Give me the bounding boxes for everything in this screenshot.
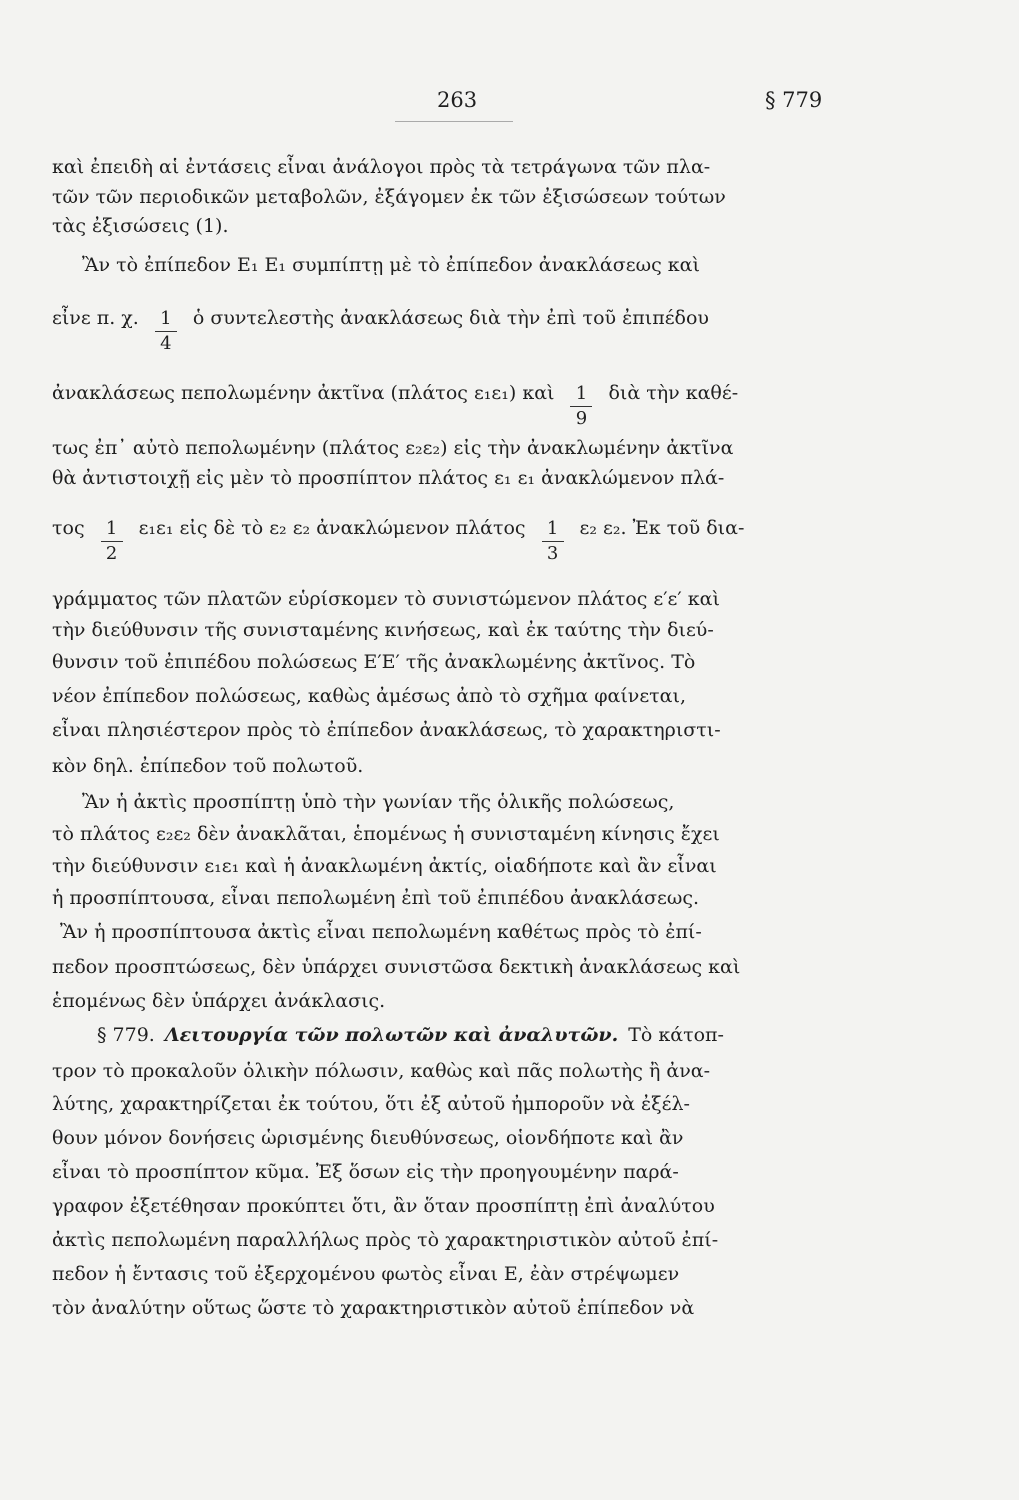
text-line: θυνσιν τοῦ ἐπιπέδου πολώσεως E′E′ τῆς ἀνακλωμένης ἀκτῖνος. Τὸ — [52, 651, 696, 673]
section-reference: § 779 — [765, 88, 823, 112]
text-line: εἶναι τὸ προσπίπτον κῦμα. Ἐξ ὅσων εἰς τὴν προηγουμένην παρά- — [52, 1161, 679, 1183]
text-line: τὴν διεύθυνσιν τῆς συνισταμένης κινήσεως, καὶ ἐκ ταύτης τὴν διεύ- — [52, 619, 714, 641]
text-line: θουν μόνον δονήσεις ὡρισμένης διευθύνσεως, οἱονδήποτε καὶ ἂν — [52, 1127, 684, 1149]
text-line: λύτης, χαρακτηρίζεται ἐκ τούτου, ὅτι ἐξ αὐτοῦ ἠμποροῦν νὰ ἐξέλ- — [52, 1093, 690, 1115]
text-line: τὰς ἐξισώσεις (1). — [52, 215, 229, 237]
section-title: Λειτουργία τῶν πολωτῶν καὶ ἀναλυτῶν. — [164, 1024, 619, 1046]
text-line: τως ἐπ᾽ αὐτὸ πεπολωμένην (πλάτος ε₂ε₂) εἰς τὴν ἀνακλωμένην ἀκτῖνα — [52, 437, 734, 459]
text-line: τὴν διεύθυνσιν ε₁ε₁ καὶ ἡ ἀνακλωμένη ἀκτίς, οἱαδήποτε καὶ ἂν εἶναι — [52, 855, 717, 877]
text-line: καὶ ἐπειδὴ αἱ ἐντάσεις εἶναι ἀνάλογοι πρὸς τὰ τετράγωνα τῶν πλα- — [52, 156, 711, 178]
header-rule — [395, 121, 513, 122]
text-line: πεδον ἡ ἔντασις τοῦ ἐξερχομένου φωτὸς εἶναι E, ἐὰν στρέψωμεν — [52, 1263, 680, 1285]
text-line: γραφον ἐξετέθησαν προκύπτει ὅτι, ἂν ὅταν προσπίπτῃ ἐπὶ ἀναλύτου — [52, 1195, 715, 1217]
fraction: $\frac{1}{2}$ — [101, 519, 123, 564]
text-line: Ἂν τὸ ἐπίπεδον E₁ E₁ συμπίπτῃ μὲ τὸ ἐπίπεδον ἀνακλάσεως καὶ — [82, 254, 700, 276]
text-line: τῶν τῶν περιοδικῶν μεταβολῶν, ἐξάγομεν ἐκ τῶν ἐξισώσεων τούτων — [52, 186, 726, 208]
text-line: ἑπομένως δὲν ὑπάρχει ἀνάκλασις. — [52, 990, 386, 1012]
section-number: § 779. — [97, 1024, 155, 1046]
text-line: τρον τὸ προκαλοῦν ὁλικὴν πόλωσιν, καθὼς καὶ πᾶς πολωτὴς ἢ ἀνα- — [52, 1060, 711, 1082]
text-line: Ἂν ἡ ἀκτὶς προσπίπτῃ ὑπὸ τὴν γωνίαν τῆς ὁλικῆς πολώσεως, — [82, 791, 675, 813]
text-line-with-fraction: τος $\frac{1}{2}$ ε₁ε₁ εἰς δὲ τὸ ε₂ ε₂ ἀνακλώμενον πλάτος $\frac{1}{3}$ ε₂ ε₂. Ἐκ τοῦ δια- — [52, 517, 745, 564]
fraction: $\frac{1}{3}$ — [542, 519, 564, 564]
text-line: τὸν ἀναλύτην οὕτως ὥστε τὸ χαρακτηριστικὸν αὐτοῦ ἐπίπεδον νὰ — [52, 1297, 695, 1319]
text-line: θὰ ἀντιστοιχῇ εἰς μὲν τὸ προσπίπτον πλάτος ε₁ ε₁ ἀνακλώμενον πλά- — [52, 467, 725, 489]
text-line-with-fraction: ἀνακλάσεως πεπολωμένην ἀκτῖνα (πλάτος ε₁ε₁) καὶ $\frac{1}{9}$ διὰ τὴν καθέ- — [52, 382, 739, 429]
fraction: $\frac{1}{4}$ — [155, 309, 177, 354]
text-line: εἶναι πλησιέστερον πρὸς τὸ ἐπίπεδον ἀνακλάσεως, τὸ χαρακτηριστι- — [52, 719, 721, 741]
fraction: $\frac{1}{9}$ — [570, 384, 592, 429]
text-line: ἀκτὶς πεπολωμένη παραλλήλως πρὸς τὸ χαρακτηριστικὸν αὐτοῦ ἐπί- — [52, 1229, 719, 1251]
text-line: πεδον προσπτώσεως, δὲν ὑπάρχει συνιστῶσα δεκτικὴ ἀνακλάσεως καὶ — [52, 956, 741, 978]
page-number: 263 — [437, 88, 478, 112]
text-line: γράμματος τῶν πλατῶν εὑρίσκομεν τὸ συνιστώμενον πλάτος ε′ε′ καὶ — [52, 588, 720, 610]
section-heading-line: § 779. Λειτουργία τῶν πολωτῶν καὶ ἀναλυτῶν. Τὸ κάτοπ- — [97, 1024, 724, 1046]
text-line: κὸν δηλ. ἐπίπεδον τοῦ πολωτοῦ. — [52, 755, 364, 777]
text-line: ἡ προσπίπτουσα, εἶναι πεπολωμένη ἐπὶ τοῦ ἐπιπέδου ἀνακλάσεως. — [52, 887, 700, 909]
text-line: Ἂν ἡ προσπίπτουσα ἀκτὶς εἶναι πεπολωμένη καθέτως πρὸς τὸ ἐπί- — [60, 921, 702, 943]
text-line: τὸ πλάτος ε₂ε₂ δὲν ἀνακλᾶται, ἑπομένως ἡ συνισταμένη κίνησις ἔχει — [52, 823, 720, 845]
text-line: νέον ἐπίπεδον πολώσεως, καθὼς ἀμέσως ἀπὸ τὸ σχῆμα φαίνεται, — [52, 685, 687, 707]
text-line-with-fraction: εἶνε π. χ. $\frac{1}{4}$ ὁ συντελεστὴς ἀνακλάσεως διὰ τὴν ἐπὶ τοῦ ἐπιπέδου — [52, 307, 709, 354]
